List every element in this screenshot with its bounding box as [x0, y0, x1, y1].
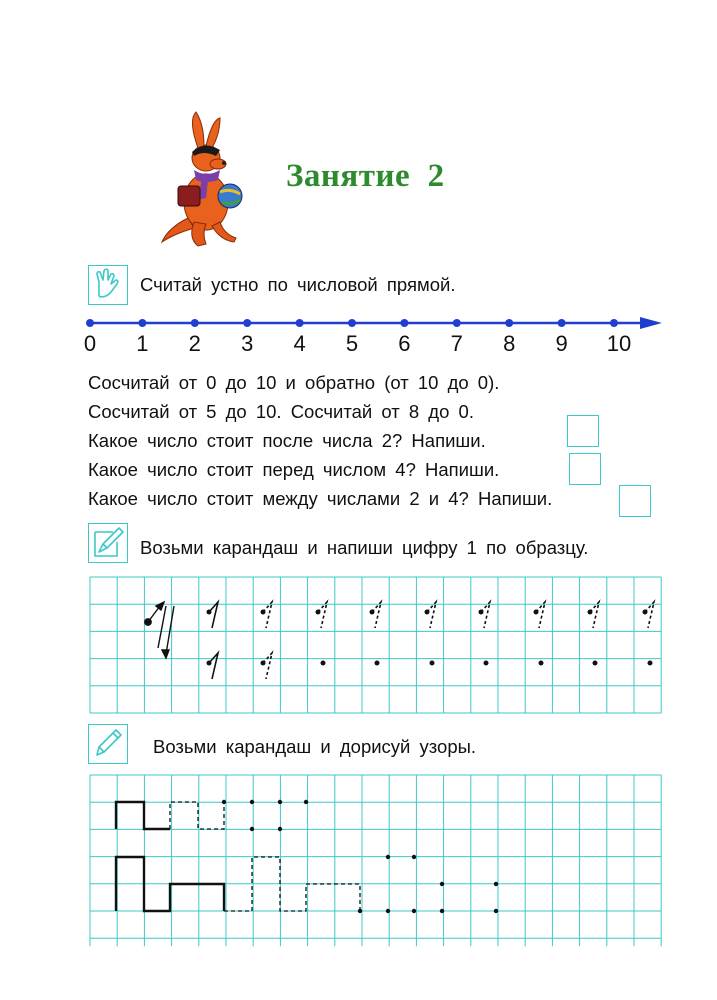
pattern-grid-lines: [90, 775, 661, 946]
question-line-4: Какое число стоит перед числом 4? Напиши.: [88, 459, 500, 480]
question-line-5: Какое число стоит между числами 2 и 4? Напиши.: [88, 488, 553, 509]
number-line-label: 2: [188, 331, 201, 356]
page-title: Занятие 2: [286, 158, 445, 194]
number-line-label: 1: [136, 331, 149, 356]
number-line-label: 8: [503, 331, 516, 356]
number-line-label: 7: [450, 331, 463, 356]
number-line-label: 3: [241, 331, 254, 356]
question-line-1: Сосчитай от 0 до 10 и обратно (от 10 до 0).: [88, 372, 500, 393]
number-line-label: 10: [606, 331, 632, 356]
section-2-instruction: Возьми карандаш и напиши цифру 1 по образцу.: [140, 537, 589, 558]
section-1-instruction: Считай устно по числовой прямой.: [140, 274, 456, 295]
question-line-3: Какое число стоит после числа 2? Напиши.: [88, 430, 486, 451]
question-line-2: Сосчитай от 5 до 10. Сосчитай от 8 до 0.: [88, 401, 474, 422]
section-3-instruction: Возьми карандаш и дорисуй узоры.: [153, 736, 477, 757]
pattern-1: [116, 802, 224, 829]
number-line-label: 0: [83, 331, 97, 356]
number-line-label: 5: [345, 331, 359, 356]
number-line-label: 9: [555, 331, 568, 356]
number-line-label: 6: [398, 331, 411, 356]
number-line-label: 4: [293, 331, 306, 356]
